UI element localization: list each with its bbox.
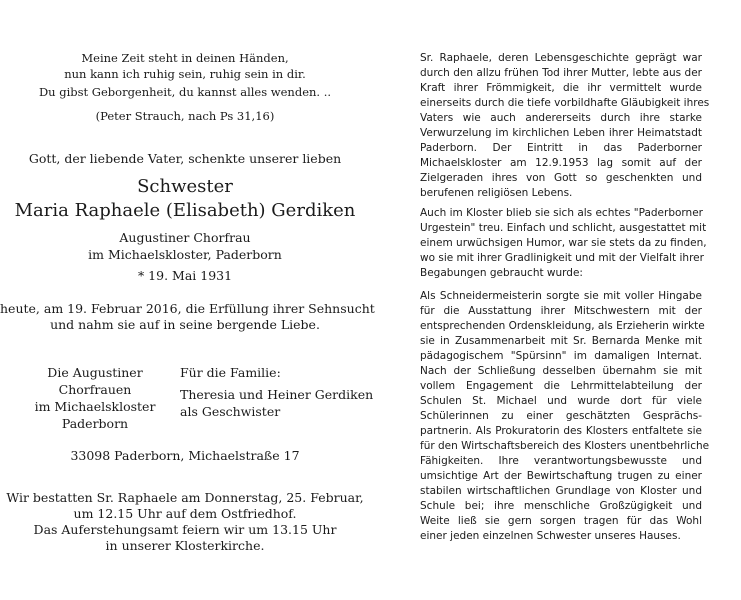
text-line: vollem Engagement die Lehrmittelabteilung der <box>420 380 702 392</box>
death-line-2: und nahm sie auf in seine bergende Liebe. <box>50 317 320 332</box>
text-line: stabilen wirtschaftlichen Grundlage von Kloster und <box>420 485 702 497</box>
biography-paragraph-1 <box>420 51 710 201</box>
text-line: umsichtige Art der Bewirtschaftung trugen zu einer <box>420 470 702 482</box>
text-line: Verwurzelung im kirchlichen Leben ihrer Heimatstadt <box>420 127 702 139</box>
right-column <box>420 0 710 600</box>
funeral-line-4: in unserer Klosterkirche. <box>105 538 265 553</box>
verse-line-2: nun kann ich ruhig sein, ruhig sein in dir. <box>64 67 306 81</box>
text-line: einem urwüchsigen Humor, war sie stets da zu finden, <box>420 237 707 249</box>
text-line: Schule bei; ihre menschliche Großzügigkeit und <box>420 500 702 512</box>
verse-line-1: Meine Zeit steht in deinen Händen, <box>81 51 289 65</box>
deceased-title: Schwester <box>137 176 233 197</box>
text-line: Fähigkeiten. Ihre verantwortungsbewusste und <box>420 455 702 467</box>
mourners-convent <box>20 364 170 432</box>
text-line: Vaters wie auch andererseits durch ihre starke <box>420 112 702 124</box>
mourners-convent-line: Die Augustiner Chorfrauen <box>47 365 143 397</box>
text-line: einer jeden einzelnen Schwester unseres Hauses. <box>420 530 681 542</box>
funeral-line-2: um 12.15 Uhr auf dem Ostfriedhof. <box>73 506 297 521</box>
text-line: einerseits durch die tiefe vorbildhafte Gläubigkeit ihres <box>420 97 710 109</box>
mourners-convent-line: Paderborn <box>61 416 129 431</box>
text-line: partnerin. Als Prokuratorin des Klosters entfaltete sie <box>420 425 702 437</box>
text-line: pädagogischem "Spürsinn" im damaligen Internat. <box>420 350 702 362</box>
text-line: Urgestein" treu. Einfach und schlicht, ausgestattet mit <box>420 222 707 234</box>
text-line: für die Ausstattung ihrer Mitschwestern mit der <box>420 305 702 317</box>
text-line: Als Schneidermeisterin sorgte sie mit voller Hingabe <box>420 290 702 302</box>
text-line: Kraft ihrer Frömmigkeit, die ihr vermittelt wurde <box>420 82 702 94</box>
text-line: Schulen St. Michael und wurde dort für viele <box>420 395 702 407</box>
text-line: Paderborn. Der Eintritt in das Paderborner <box>420 142 702 154</box>
family-label: Für die Familie: <box>180 365 281 380</box>
text-line: Schülerinnen zu einer geschätzten Gesprächs- <box>420 410 702 422</box>
verse-line-3: Du gibst Geborgenheit, du kannst alles wenden. .. <box>38 85 332 99</box>
mourners-family <box>180 364 380 420</box>
text-line: Nach der Schließung desselben übernahm sie mit <box>420 365 702 377</box>
mourners-convent-line: im Michaelskloster <box>34 399 156 414</box>
text-line: Begabungen gebraucht wurde: <box>420 267 583 279</box>
deceased-name: Maria Raphaele (Elisabeth) Gerdiken <box>14 200 356 221</box>
death-line-1: heute, am 19. Februar 2016, die Erfüllung ihrer Sehnsucht <box>0 301 375 316</box>
text-line: durch den allzu frühen Tod ihrer Mutter, lebte aus der <box>420 67 702 79</box>
text-line: Michaelskloster am 12.9.1953 lag somit auf der <box>420 157 702 169</box>
text-line: Auch im Kloster blieb sie sich als echtes "Paderborner <box>420 207 703 219</box>
funeral-line-1: Wir bestatten Sr. Raphaele am Donnerstag, 25. Februar, <box>6 490 364 505</box>
address: 33098 Paderborn, Michaelstraße 17 <box>70 448 300 463</box>
text-line: entsprechenden Ordenskleidung, als Erzieherin wirkte <box>420 320 705 332</box>
announcement-intro: Gott, der liebende Vater, schenkte unserer lieben <box>28 151 342 166</box>
funeral-line-3: Das Auferstehungsamt feiern wir um 13.15 Uhr <box>33 522 337 537</box>
birth-date: * 19. Mai 1931 <box>137 268 233 283</box>
text-line: Weite ließ sie gern sorgen tragen für das Wohl <box>420 515 702 527</box>
text-line: für den Wirtschaftsbereich des Klosters unentbehrliche <box>420 440 710 452</box>
verse-source: (Peter Strauch, nach Ps 31,16) <box>95 109 275 123</box>
text-line: sie in Zusammenarbeit mit Sr. Bernarda Menke mit <box>420 335 702 347</box>
order-line-2: im Michaelskloster, Paderborn <box>88 247 282 262</box>
text-line: wo sie mit ihrer Gradlinigkeit und mit der Vielfalt ihrer <box>420 252 704 264</box>
text-line: berufenen religiösen Lebens. <box>420 187 573 199</box>
biography-paragraph-3 <box>420 289 710 544</box>
text-line: Zielgeraden ihres von Gott so geschenkten und <box>420 172 702 184</box>
text-line: Sr. Raphaele, deren Lebensgeschichte geprägt war <box>420 52 702 64</box>
order-line-1: Augustiner Chorfrau <box>119 230 251 245</box>
biography-paragraph-2 <box>420 206 707 281</box>
family-line: als Geschwister <box>180 404 281 419</box>
family-line: Theresia und Heiner Gerdiken <box>180 387 374 402</box>
